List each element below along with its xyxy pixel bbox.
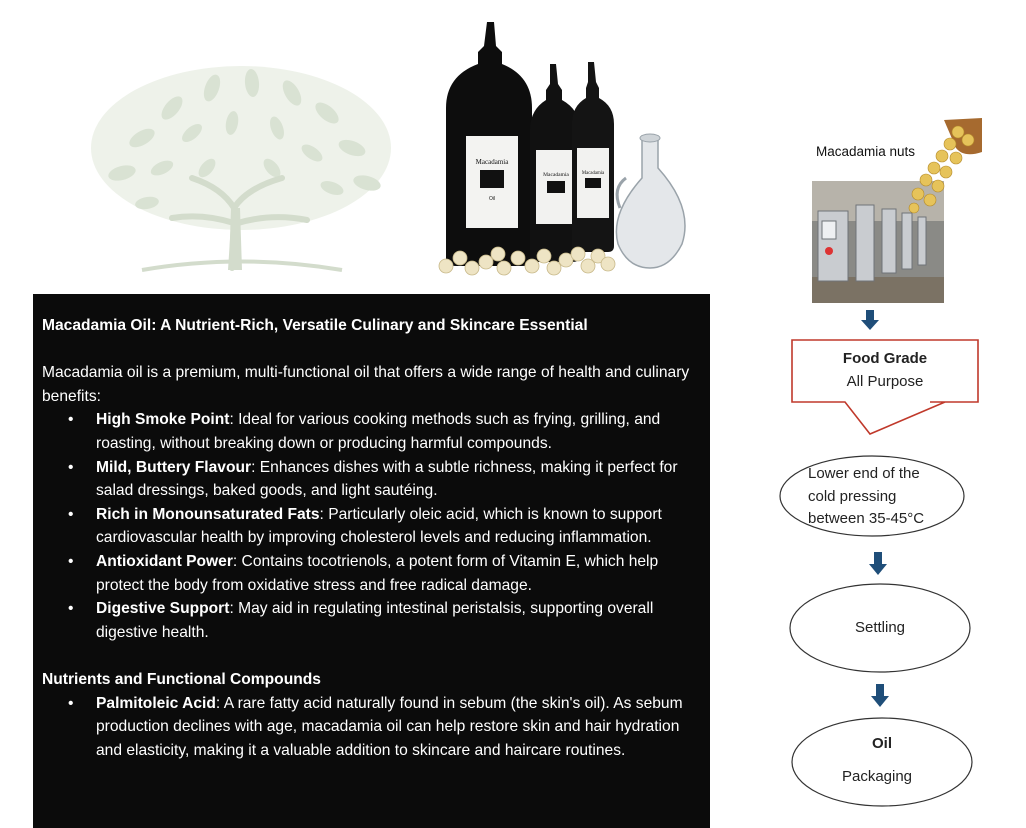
panel-intro: Macadamia oil is a premium, multi-functional oil that offers a wide range of health and culinary benefits: — [42, 364, 690, 405]
nutrients-list — [42, 692, 694, 763]
benefit-text: : May aid in regulating intestinal peristalsis, supporting overall digestive health. — [96, 600, 654, 641]
info-panel — [33, 294, 710, 828]
nutrient-term: Palmitoleic Acid — [96, 694, 216, 712]
packaging-ellipse — [792, 718, 972, 806]
benefit-term: Mild, Buttery Flavour — [96, 458, 252, 476]
list-item — [68, 503, 694, 550]
benefit-term: Antioxidant Power — [96, 552, 233, 570]
step3-label: Settling — [854, 619, 906, 636]
large-bottle-brand: Macadamia — [475, 158, 509, 166]
step2-line1: Lower end of the — [808, 465, 920, 482]
medium-bottle-brand: Macadamia — [543, 172, 569, 178]
benefit-text: : Contains tocotrienols, a potent form of Vitamin E, which help protect the body from oxidative stress and free radical damage. — [96, 552, 659, 594]
nutrient-text: : A rare fatty acid naturally found in sebum (the skin's oil). As sebum production declines with age, macadamia oil can help restore skin and hair hydration and elasticity, making it a valuable addition to skincare and haircare routines. — [96, 694, 683, 759]
nutrients-heading: Nutrients and Functional Compounds — [42, 670, 321, 688]
panel-title: Macadamia Oil: A Nutrient-Rich, Versatile Culinary and Skincare Essential — [42, 317, 588, 334]
small-bottle-brand: Macadamia — [581, 171, 605, 176]
bullet: • — [68, 552, 74, 570]
step1-title: Food Grade — [842, 350, 928, 367]
step2-line2: cold pressing — [808, 488, 897, 505]
benefit-term: Digestive Support — [96, 600, 230, 618]
bullet: • — [68, 600, 74, 618]
benefit-text: : Ideal for various cooking methods such as frying, grilling, and roasting, without breaking down or producing harmful compounds. — [96, 411, 661, 452]
nuts-scoop-image — [904, 118, 984, 214]
list-item — [68, 550, 694, 597]
list-item — [68, 408, 694, 455]
macadamia-nuts-label: Macadamia nuts — [816, 144, 916, 159]
list-item — [68, 597, 694, 644]
step4-subtitle: Packaging — [841, 768, 913, 785]
benefit-text: : Particularly oleic acid, which is known to support cardiovascular health by improving cholesterol levels and reducing inflammation. — [96, 505, 662, 547]
step2-line3: between 35-45°C — [808, 510, 925, 527]
bullet: • — [68, 694, 74, 712]
list-item — [68, 692, 694, 763]
benefit-term: High Smoke Point — [96, 411, 230, 429]
down-arrow-icon — [861, 310, 879, 330]
tree-logo — [82, 48, 400, 280]
down-arrow-icon — [869, 552, 887, 575]
bullet: • — [68, 505, 74, 523]
bullet: • — [68, 411, 74, 429]
benefit-text: : Enhances dishes with a subtle richness, making it perfect for salad dressings, baked goods, and light sautéing. — [96, 458, 678, 500]
product-photo — [432, 18, 704, 280]
step4-title: Oil — [871, 735, 892, 752]
step1-subtitle: All Purpose — [846, 373, 924, 390]
large-bottle-oil: Oil — [488, 196, 496, 202]
benefits-list — [42, 408, 694, 644]
bullet: • — [68, 458, 74, 476]
down-arrow-icon — [871, 684, 889, 707]
benefit-term: Rich in Monounsaturated Fats — [96, 505, 320, 523]
list-item — [68, 456, 694, 503]
